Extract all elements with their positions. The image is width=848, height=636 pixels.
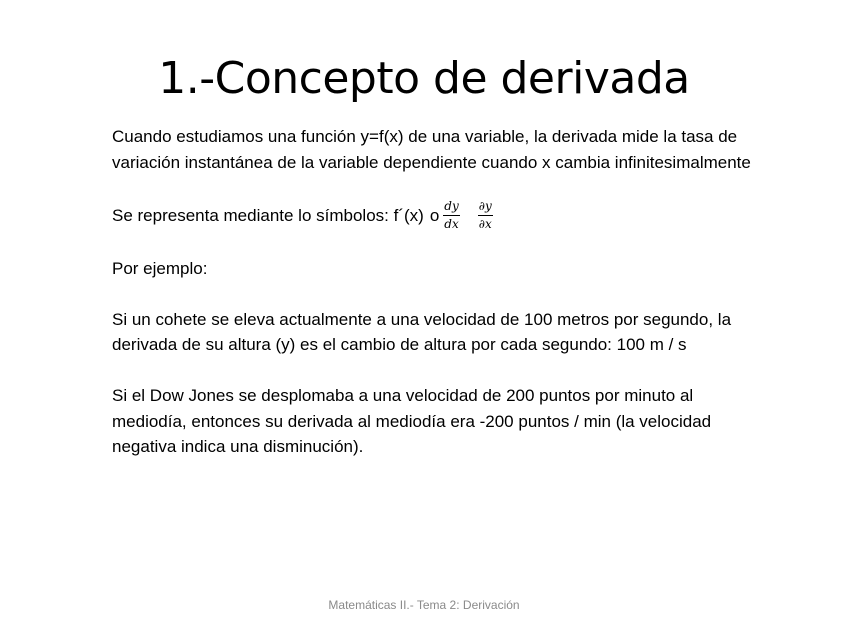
example-dow-paragraph: Si el Dow Jones se desplomaba a una velocidad de 200 puntos por minuto al mediodía, entonces su derivada al mediodía era -200 puntos / min (la velocidad negativa indica una disminución). — [112, 386, 712, 456]
leibniz-fraction — [443, 199, 459, 232]
representation-line — [112, 198, 772, 234]
slide-footer: Matemáticas II.- Tema 2: Derivación — [328, 598, 520, 612]
partial-numerator: ∂y — [478, 199, 493, 216]
slide-body — [112, 124, 772, 485]
slide-title: 1.-Concepto de derivada — [158, 53, 690, 104]
intro-paragraph: Cuando estudiamos una función y=f(x) de una variable, la derivada mide la tasa de variación instantánea de la variable dependiente cuando x cambia infinitesimalmente — [112, 127, 751, 172]
partial-denominator: ∂x — [478, 217, 492, 231]
example-rocket-paragraph: Si un cohete se eleva actualmente a una velocidad de 100 metros por segundo, la derivada de su altura (y) es el cambio de altura por cada segundo: 100 m / s — [112, 309, 732, 354]
example-heading: Por ejemplo: — [112, 258, 208, 278]
leibniz-denominator: dx — [444, 217, 459, 231]
representation-or: o — [429, 205, 440, 225]
partial-fraction — [478, 199, 493, 232]
leibniz-numerator: dy — [443, 199, 459, 216]
representation-text: Se representa mediante lo símbolos: f´(x) — [112, 205, 424, 225]
